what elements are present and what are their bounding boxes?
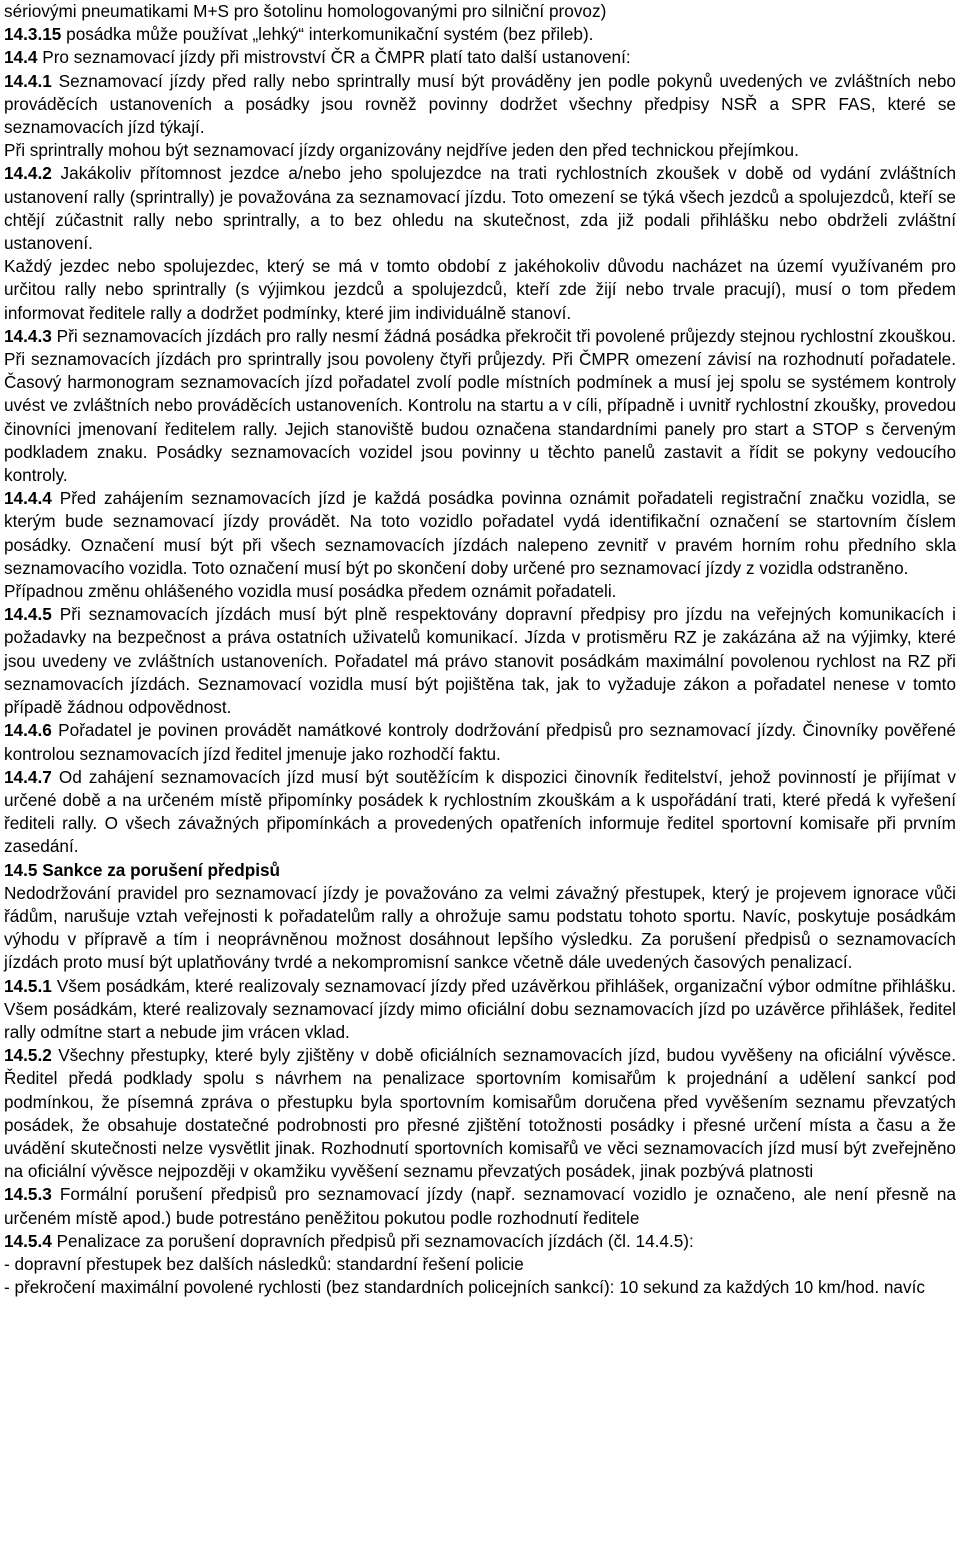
paragraph-14-4-4: 14.4.4 Před zahájením seznamovacích jízd je každá posádka povinna oznámit pořadateli registrační značku vozidla, se kterým bude seznamovací jízdy provádět. Na toto vozidlo pořadatel vydá identifikační označení se startovním číslem posádky. Označení musí být při všech seznamovacích jízdách nalepeno zevnitř v pravém horním rohu předního skla seznamovacího vozidla. Toto označení musí být po skončení doby určené pro seznamovací jízdy z vozidla odstraněno.: [4, 488, 956, 578]
list-item-traffic-offence: - dopravní přestupek bez dalších následků: standardní řešení policie: [4, 1253, 524, 1274]
section-heading-14-5: 14.5 Sankce za porušení předpisů: [4, 859, 281, 880]
paragraph-14-4-3: 14.4.3 Při seznamovacích jízdách pro rally nesmí žádná posádka překročit tři povolené průjezdy stejnou rychlostní zkouškou. Při seznamovacích jízdách pro sprintrally jsou povoleny čtyři průjezdy. Při ČMPR omezení závisí na rozhodnutí pořadatele. Časový harmonogram seznamovacích jízd pořadatel zvolí podle místních podmínek a musí jej spolu se systémem kontroly uvést ve zvláštních nebo prováděcích ustanoveních. Kontrolu na startu a v cíli, případně i uvnitř rychlostní zkoušky, provedou činovníci jmenovaní ředitelem rally. Jejich stanoviště budou označena standardními panely pro start a STOP s červeným podkladem znaku. Posádky seznamovacích vozidel jsou povinny u těchto panelů zastavit a řídit se pokyny vedoucího kontroly.: [4, 325, 956, 486]
paragraph-14-5-3: 14.5.3 Formální porušení předpisů pro seznamovací jízdy (např. seznamovací vozidlo je označeno, ale není přesně na určeném místě apod.) bude potrestáno peněžitou pokutou podle rozhodnutí ředitele: [4, 1184, 956, 1228]
paragraph-14-4-1: 14.4.1 Seznamovací jízdy před rally nebo sprintrally musí být prováděny jen podle pokynů uvedených ve zvláštních nebo prováděcích ustanoveních a posádky jsou rovněž povinny dodržet všechny předpisy NSŘ a SPR FAS, které se seznamovacích jízd týkají.: [4, 70, 956, 138]
paragraph-14-4-2-b: Každý jezdec nebo spolujezdec, který se má v tomto období z jakéhokoliv důvodu nacházet na území využívaném pro určitou rally nebo sprintrally (s výjimkou jezdců a spolujezdců, kteří zde žijí nebo trvale pracují), musí o tom předem informovat ředitele rally a dodržet podmínky, které jim individuálně stanoví.: [4, 256, 956, 323]
paragraph-continuation: sériovými pneumatikami M+S pro šotolinu homologovanými pro silniční provoz): [4, 1, 607, 21]
paragraph-14-5-1: 14.5.1 Všem posádkám, které realizovaly seznamovací jízdy před uzávěrkou přihlášek, organizační výbor odmítne přihlášku. Všem posádkám, které realizovaly seznamovací jízdy mimo oficiální dobu seznamovacích jízd po uzávěrce přihlášek, ředitel rally odmítne start a nebude jim vrácen vklad.: [4, 975, 956, 1042]
paragraph-14-5-4: 14.5.4 Penalizace za porušení dopravních předpisů při seznamovacích jízdách (čl. 14.4.5):: [4, 1230, 694, 1251]
paragraph-14-4-7: 14.4.7 Od zahájení seznamovacích jízd musí být soutěžícím k dispozici činovník ředitelství, jehož povinností je přijímat v určené době a na určeném místě připomínky posádek k rychlostním zkouškám a k uspořádání trati, které předá k vyřešení řediteli rally. O všech závažných připomínkách a provedených opatřeních informuje ředitel sportovní komisaře při prvním zasedání.: [4, 766, 956, 857]
paragraph-14-4-4-b: Případnou změnu ohlášeného vozidla musí posádka předem oznámit pořadateli.: [4, 581, 617, 602]
paragraph-14-5-2: 14.5.2 Všechny přestupky, které byly zjištěny v době oficiálních seznamovacích jízd, budou vyvěšeny na oficiální vývěsce. Ředitel předá podklady spolu s návrhem na penalizace sportovním komisařům k projednání a udělení sankcí pod podmínkou, že písemná zpráva o přestupku byla sportovním komisařům doručena před vyvěšením seznamu převzatých posádek, že obsahuje dostatečné podrobnosti pro přesné zjištění totožnosti posádky i přesné určení místa a času a že uvádění skutečnosti nelze vysvětlit jinak. Rozhodnutí sportovních komisařů ve věci seznamovacích jízd musí být zveřejněno na oficiální vývěsce nejpozději v okamžiku vyvěšení seznamu převzatých posádek, jinak pozbývá platnosti: [4, 1045, 956, 1182]
paragraph-14-4-5: 14.4.5 Při seznamovacích jízdách musí být plně respektovány dopravní předpisy pro jízdu na veřejných komunikacích i požadavky na bezpečnost a práva ostatních uživatelů komunikací. Jízda v protisměru RZ je zakázána až na výjimky, které jsou uvedeny ve zvláštních ustanoveních. Pořadatel má právo stanovit posádkám maximální povolenou rychlost na RZ při seznamovacích jízdách. Seznamovací vozidla musí být pojištěna tak, jak to vyžaduje zákon a pořadatel nenese v tomto případě žádnou odpovědnost.: [4, 604, 956, 718]
paragraph-14-4-6: 14.4.6 Pořadatel je povinen provádět namátkové kontroly dodržování předpisů pro seznamovací jízdy. Činovníky pověřené kontrolou seznamovacích jízd ředitel jmenuje jako rozhodčí faktu.: [4, 720, 956, 764]
paragraph-14-3-15: 14.3.15 posádka může používat „lehký“ interkomunikační systém (bez přileb).: [4, 24, 594, 45]
paragraph-14-4-2: 14.4.2 Jakákoliv přítomnost jezdce a/nebo jeho spolujezdce na trati rychlostních zkoušek v době od vydání zvláštních ustanovení rally (sprintrally) je považována za seznamovací jízdu. Toto omezení se týká všech jezdců a spolujezdců, kteří se chtějí zúčastnit rally nebo sprintrally, a to bez ohledu na skutečnost, zda již podali přihlášku nebo obdrželi zvláštní ustanovení.: [4, 163, 956, 254]
list-item-speed-offence: - překročení maximální povolené rychlosti (bez standardních policejních sankcí): 10 sekund za každých 10 km/hod. navíc: [4, 1277, 925, 1298]
paragraph-14-4: 14.4 Pro seznamovací jízdy při mistrovství ČR a ČMPR platí tato další ustanovení:: [4, 47, 631, 68]
paragraph-14-4-1-b: Při sprintrally mohou být seznamovací jízdy organizovány nejdříve jeden den před technickou přejímkou.: [4, 140, 799, 161]
paragraph-14-5-intro: Nedodržování pravidel pro seznamovací jízdy je považováno za velmi závažný přestupek, který je projevem ignorace vůči řádům, narušuje vztah veřejnosti k pořadatelům rally a ohrožuje samu podstatu tohoto sportu. Navíc, poskytuje posádkám výhodu v přípravě a tím i neoprávněnou možnost dosáhnout lepšího výsledku. Za porušení předpisů o seznamovacích jízdách proto musí být uplatňovány tvrdé a nekompromisní sankce včetně dále uvedených časových penalizací.: [4, 882, 956, 973]
